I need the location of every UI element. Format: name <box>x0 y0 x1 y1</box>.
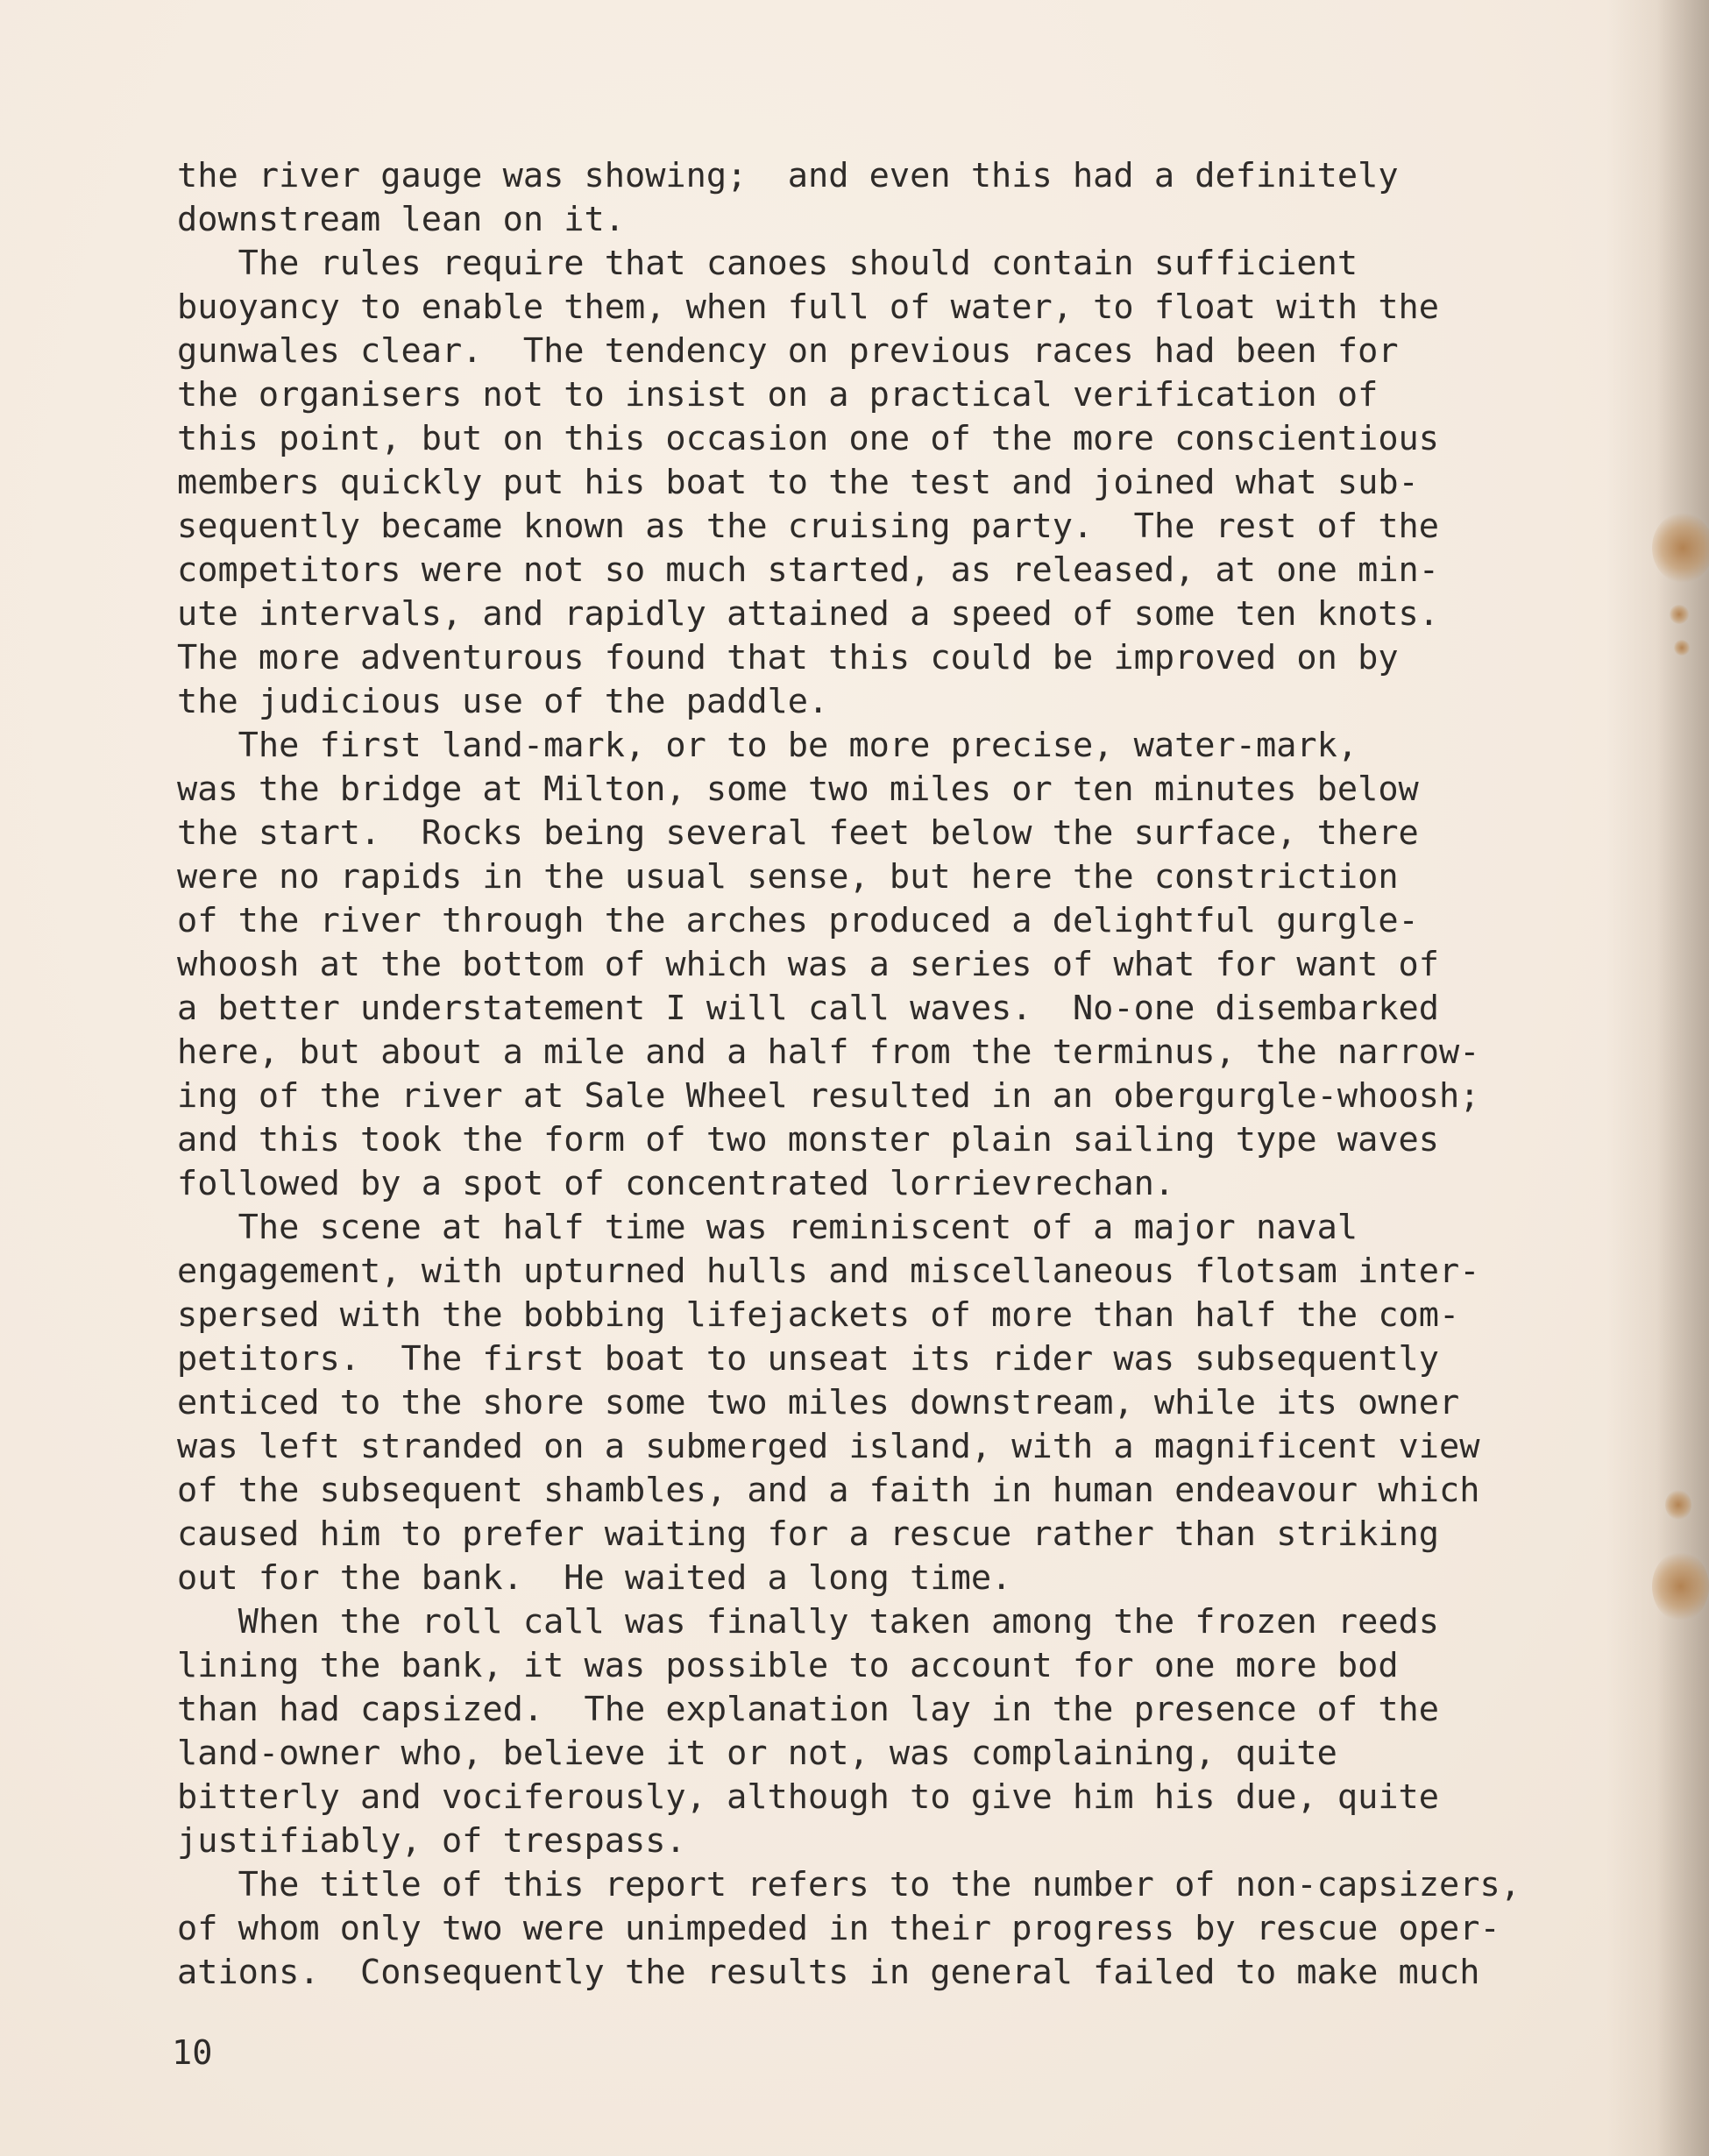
text-line: buoyancy to enable them, when full of water, to float with the <box>177 287 1440 327</box>
text-line: was left stranded on a submerged island, with a magnificent view <box>177 1427 1480 1466</box>
text-line: ations. Consequently the results in general failed to make much <box>177 1953 1480 1992</box>
text-line: ing of the river at Sale Wheel resulted in an obergurgle-whoosh; <box>177 1076 1480 1116</box>
text-line: land-owner who, believe it or not, was complaining, quite <box>177 1734 1337 1773</box>
text-line: The first land-mark, or to be more precise, water-mark, <box>177 726 1358 765</box>
text-line: The more adventurous found that this could be improved on by <box>177 638 1399 677</box>
text-line: this point, but on this occasion one of the more conscientious <box>177 419 1440 458</box>
text-line: gunwales clear. The tendency on previous races had been for <box>177 331 1399 371</box>
rust-stain <box>1670 605 1689 624</box>
text-line: here, but about a mile and a half from the terminus, the narrow- <box>177 1032 1480 1072</box>
text-line: engagement, with upturned hulls and miscellaneous flotsam inter- <box>177 1252 1480 1291</box>
text-line: ute intervals, and rapidly attained a speed of some ten knots. <box>177 594 1440 634</box>
text-line: petitors. The first boat to unseat its rider was subsequently <box>177 1339 1440 1379</box>
text-line: members quickly put his boat to the test and joined what sub- <box>177 463 1419 502</box>
text-line: than had capsized. The explanation lay in the presence of the <box>177 1690 1440 1729</box>
text-line: justifiably, of trespass. <box>177 1821 686 1861</box>
text-line: The title of this report refers to the number of non-capsizers, <box>177 1865 1521 1904</box>
text-line: of the river through the arches produced a delightful gurgle- <box>177 901 1419 940</box>
text-line: out for the bank. He waited a long time. <box>177 1558 1012 1598</box>
rust-stain <box>1674 640 1690 656</box>
text-line: and this took the form of two monster plain sailing type waves <box>177 1120 1440 1160</box>
page-fold-shadow <box>1656 0 1709 2156</box>
text-line: a better understatement I will call waves. No-one disembarked <box>177 989 1440 1028</box>
text-line: of the subsequent shambles, and a faith in human endeavour which <box>177 1471 1480 1510</box>
page-number: 10 <box>172 2033 213 2073</box>
text-line: followed by a spot of concentrated lorrievrechan. <box>177 1164 1175 1203</box>
text-line: whoosh at the bottom of which was a series of what for want of <box>177 945 1440 984</box>
rust-stain <box>1652 513 1709 583</box>
text-line: The rules require that canoes should contain sufficient <box>177 244 1358 283</box>
text-line: were no rapids in the usual sense, but here the constriction <box>177 857 1399 897</box>
text-line: the river gauge was showing; and even this had a definitely <box>177 156 1399 195</box>
body-text <box>177 154 1632 1995</box>
text-line: was the bridge at Milton, some two miles or ten minutes below <box>177 769 1419 809</box>
text-line: caused him to prefer waiting for a rescue rather than striking <box>177 1514 1440 1554</box>
text-line: the start. Rocks being several feet below the surface, there <box>177 813 1419 853</box>
text-line: When the roll call was finally taken among the frozen reeds <box>177 1602 1440 1642</box>
text-line: competitors were not so much started, as released, at one min- <box>177 550 1440 590</box>
text-line: spersed with the bobbing lifejackets of more than half the com- <box>177 1295 1460 1335</box>
text-line: enticed to the shore some two miles downstream, while its owner <box>177 1383 1460 1422</box>
text-line: bitterly and vociferously, although to give him his due, quite <box>177 1777 1440 1817</box>
rust-stain <box>1652 1551 1709 1621</box>
text-line: The scene at half time was reminiscent of a major naval <box>177 1208 1358 1247</box>
text-line: lining the bank, it was possible to account for one more bod <box>177 1646 1399 1685</box>
text-line: the organisers not to insist on a practical verification of <box>177 375 1379 415</box>
text-line: downstream lean on it. <box>177 200 625 239</box>
text-line: sequently became known as the cruising party. The rest of the <box>177 507 1440 546</box>
text-line: of whom only two were unimpeded in their progress by rescue oper- <box>177 1909 1500 1948</box>
text-line: the judicious use of the paddle. <box>177 682 829 721</box>
rust-stain <box>1665 1490 1691 1520</box>
